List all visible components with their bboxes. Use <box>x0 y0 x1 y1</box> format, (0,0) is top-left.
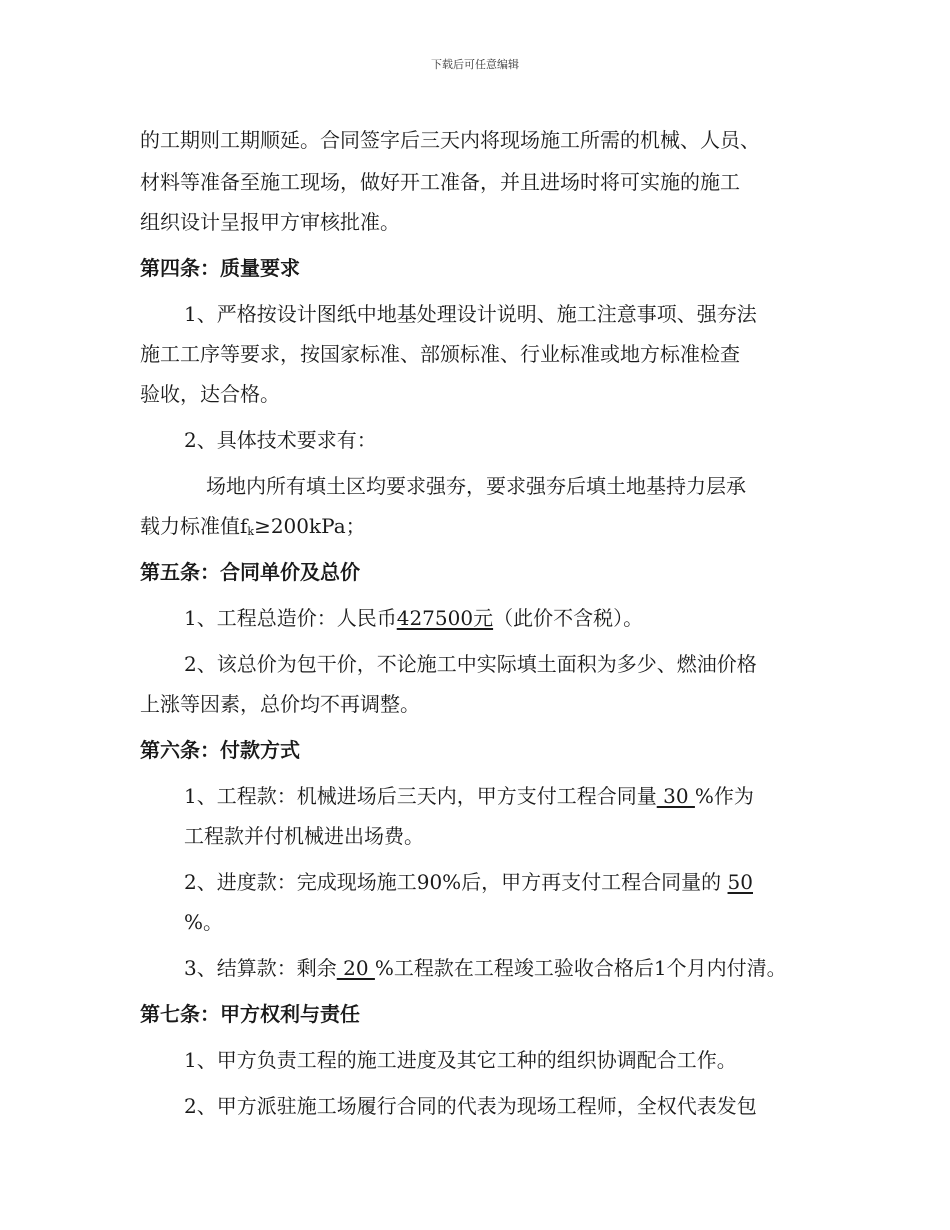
payment-percent: 50 <box>727 870 753 894</box>
paragraph-line: 的工期则工期顺延。合同签字后三天内将现场施工所需的机械、人员、 <box>140 128 760 152</box>
text-segment: 载力标准值f <box>140 514 248 538</box>
text-segment: 3、结算款：剩余 <box>184 956 337 980</box>
payment-percent: 30 <box>656 784 695 808</box>
paragraph-line: 场地内所有填土区均要求强夯，要求强夯后填土地基持力层承 <box>206 474 746 498</box>
paragraph-line: 1、严格按设计图纸中地基处理设计说明、施工注意事项、强夯法 <box>184 302 757 326</box>
paragraph-line: 上涨等因素，总价均不再调整。 <box>140 692 420 716</box>
page-header: 下载后可任意编辑 <box>431 58 519 71</box>
paragraph-line: 1、甲方负责工程的施工进度及其它工种的组织协调配合工作。 <box>184 1048 737 1072</box>
section-heading-5: 第五条：合同单价及总价 <box>140 560 360 584</box>
paragraph-line: 2、具体技术要求有： <box>184 428 377 452</box>
payment-percent: 20 <box>336 956 375 980</box>
paragraph-line <box>184 952 787 981</box>
subscript: k <box>247 525 255 538</box>
paragraph-line <box>140 510 366 539</box>
section-heading-4: 第四条：质量要求 <box>140 256 300 280</box>
text-segment: kPa； <box>309 514 366 538</box>
text-segment: 2、进度款：完成现场施工90%后，甲方再支付工程合同量的 <box>184 870 728 894</box>
paragraph-line: 验收，达合格。 <box>140 382 280 406</box>
total-amount: 427500元 <box>396 606 494 630</box>
text-segment: %作为 <box>694 784 754 808</box>
text-segment: 1、工程款：机械进场后三天内，甲方支付工程合同量 <box>184 784 657 808</box>
section-heading-6: 第六条：付款方式 <box>140 738 300 762</box>
paragraph-line: 施工工序等要求，按国家标准、部颁标准、行业标准或地方标准检查 <box>140 342 740 366</box>
section-heading-7: 第七条：甲方权利与责任 <box>140 1002 360 1026</box>
paragraph-line <box>184 780 754 809</box>
paragraph-line: %。 <box>184 910 224 934</box>
text-segment: 1、工程总造价：人民币 <box>184 606 397 630</box>
paragraph-line <box>184 866 753 895</box>
paragraph-line: 组织设计呈报甲方审核批准。 <box>140 210 400 234</box>
paragraph-line: 工程款并付机械进出场费。 <box>184 824 424 848</box>
paragraph-line: 2、甲方派驻施工场履行合同的代表为现场工程师，全权代表发包 <box>184 1094 757 1118</box>
paragraph-line <box>184 602 643 631</box>
text-segment: ≥200 <box>254 514 310 538</box>
text-segment: （此价不含税）。 <box>493 606 644 630</box>
paragraph-line: 材料等准备至施工现场，做好开工准备，并且进场时将可实施的施工 <box>140 170 740 194</box>
text-segment: %工程款在工程竣工验收合格后1个月内付清。 <box>374 956 787 980</box>
paragraph-line: 2、该总价为包干价，不论施工中实际填土面积为多少、燃油价格 <box>184 652 757 676</box>
